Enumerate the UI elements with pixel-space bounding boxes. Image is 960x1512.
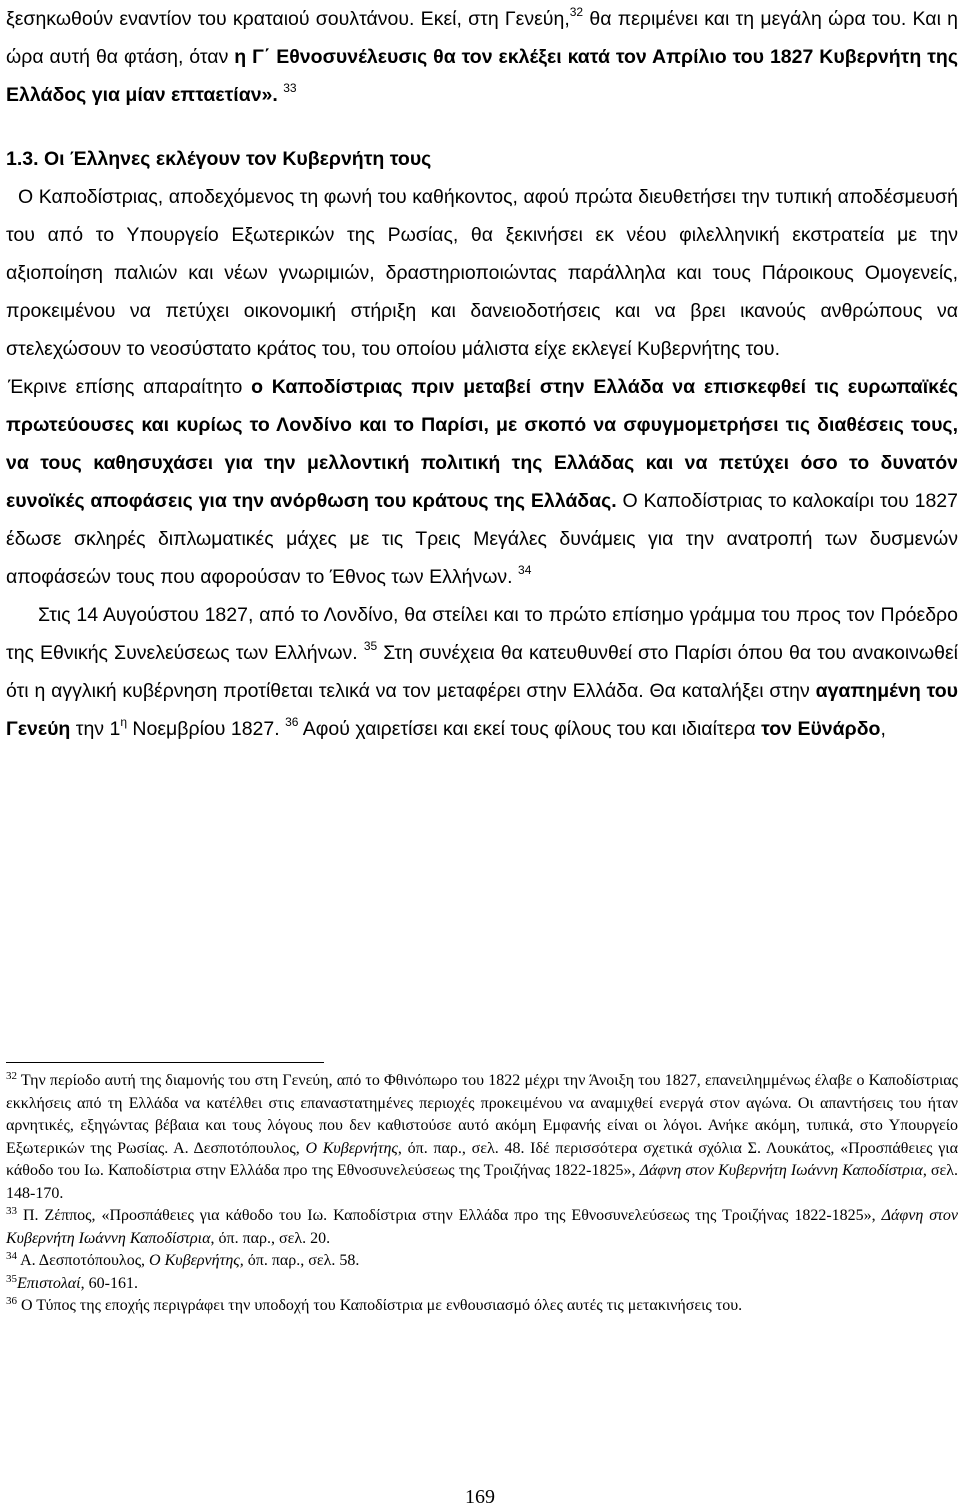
footnote-number: 34 bbox=[6, 1250, 17, 1262]
footnote-35 bbox=[6, 1273, 958, 1296]
paragraph-text: την 1 bbox=[70, 718, 121, 740]
page-number: 169 bbox=[465, 1486, 495, 1508]
footnote-italic: Δάφνη στον Κυβερνήτη Ιωάννη Καποδίστρια bbox=[639, 1162, 923, 1179]
paragraph-text: Έκρινε επίσης απαραίτητο bbox=[8, 376, 252, 398]
footnote-ref-34[interactable]: 34 bbox=[518, 563, 532, 577]
paragraph-bold-text: αγαπημένη του Γενεύη bbox=[6, 680, 958, 740]
footnote-number: 35 bbox=[6, 1272, 17, 1285]
footnote-text: , 60-161. bbox=[80, 1274, 138, 1292]
paragraph-1: Ο Καποδίστριας, αποδεχόμενος τη φωνή του καθήκοντος, αφού πρώτα διευθετήσει την τυπική αποδέσμευσή του από το Υπουργείο Εξωτερικών της Ρωσίας, θα ξεκινήσει εκ νέου φιλελληνική εκστρατεία με την αξιοποίηση παλιών και νέων γνωριμιών, δραστηριοποιώντας παράλληλα και τους Πάροικους Ομογενείς, προκειμένου να πετύχει οικονομική στήριξη και δανειοδοτήσεις και να βρει ικανούς ανθρώπους να στελεχώσουν το νεοσύστατο κράτος του, του οποίου μάλιστα είχε εκλεγεί Κυβερνήτης του. bbox=[6, 186, 958, 360]
paragraph-text: Ο Καποδίστριας το καλοκαίρι του 1827 έδωσε σκληρές διπλωματικές μάχες με τις Τρεις Μεγάλες δυνάμεις για την ανατροπή των δυσμενών αποφάσεών τους που αφορούσαν το Έθνος των Ελλήνων. bbox=[6, 490, 958, 588]
footnote-number: 36 bbox=[6, 1295, 17, 1307]
intro-text: θα περιμένει και τη μεγάλη ώρα του. Και η ώρα αυτή θα φτάση, όταν bbox=[6, 8, 958, 68]
paragraph-bold-text: τον Εϋνάρδο bbox=[761, 718, 881, 740]
footnotes bbox=[6, 1070, 958, 1318]
footnote-ref-32[interactable]: 32 bbox=[569, 5, 584, 19]
footnote-32 bbox=[6, 1070, 958, 1205]
footnote-ref-33[interactable]: 33 bbox=[283, 81, 297, 95]
footnote-separator bbox=[6, 1062, 324, 1063]
main-text bbox=[6, 0, 958, 748]
footnote-number: 33 bbox=[6, 1205, 17, 1217]
paragraph-3 bbox=[6, 596, 958, 748]
footnote-text: , σελ. 148-170. bbox=[6, 1162, 959, 1202]
footnote-italic: Επιστολαί bbox=[17, 1274, 81, 1292]
footnote-number: 32 bbox=[6, 1070, 17, 1082]
footnote-italic: Ο Κυβερνήτης bbox=[305, 1139, 398, 1157]
footnote-text: , όπ. παρ., σελ. 48. Ιδέ περισσότερα σχετικά σχόλια Σ. Λουκάτος, «Προσπάθειες για κάθοδο του Ιω. Καποδίστρια στην Ελλάδα προ της Εθνοσυνελεύσεως της Τροιζήνας 1822-1825», bbox=[6, 1139, 958, 1179]
footnote-36 bbox=[6, 1295, 958, 1318]
footnote-italic: Ο Κυβερνήτης, bbox=[149, 1252, 244, 1269]
footnote-italic: Δάφνη στον Κυβερνήτη Ιωάννη Καποδίστρια bbox=[6, 1207, 958, 1247]
footnote-34 bbox=[6, 1250, 958, 1273]
intro-paragraph bbox=[6, 0, 958, 114]
footnote-text: Π. Ζέππος, «Προσπάθειες για κάθοδο του Ιω. Καποδίστρια στην Ελλάδα προ της Εθνοσυνελεύσεως της Τροιζήνας 1822-1825», bbox=[17, 1207, 882, 1224]
footnote-33 bbox=[6, 1205, 958, 1250]
paragraph-text: Στη συνέχεια θα κατευθυνθεί στο Παρίσι όπου θα του ανακοινωθεί ότι η αγγλική κυβέρνηση προτίθεται τελικά να τον μεταφέρει στην Ελλάδα. Θα καταλήξει στην bbox=[6, 642, 959, 702]
paragraph-bold-text: ο Καποδίστριας πριν μεταβεί στην Ελλάδα να επισκεφθεί τις ευρωπαϊκές πρωτεύουσες και κυρίως το Λονδίνο και το Παρίσι, με σκοπό να σφυγμομετρήσει τις διαθέσεις τους, να τους καθησυχάσει για την μελλοντική πολιτική της Ελλάδας και να πετύχει όσο το δυνατόν ευνοϊκές αποφάσεις για την ανόρθωση του κράτους της Ελλάδας. bbox=[6, 376, 958, 512]
footnote-text: όπ. παρ., σελ. 58. bbox=[243, 1252, 360, 1269]
footnote-text: , όπ. παρ., σελ. 20. bbox=[210, 1229, 331, 1247]
section-heading: 1.3. Οι Έλληνες εκλέγουν τον Κυβερνήτη τους bbox=[6, 148, 432, 170]
page-body bbox=[6, 0, 958, 748]
paragraph-text: Νοεμβρίου 1827. bbox=[127, 718, 280, 740]
paragraph-2 bbox=[6, 368, 958, 596]
paragraph-text: Στις 14 Αυγούστου 1827, από το Λονδίνο, θα στείλει και το πρώτο επίσημο γράμμα του προς τον Πρόεδρο της Εθνικής Συνελεύσεως των Ελλήνων. bbox=[6, 604, 958, 664]
footnote-text: Α. Δεσποτόπουλος, bbox=[17, 1252, 150, 1269]
intro-bold-text: η Γ΄ Εθνοσυνέλευσις θα τον εκλέξει κατά τον Απρίλιο του 1827 Κυβερνήτη της Ελλάδος για μίαν επταετίαν». bbox=[6, 46, 958, 106]
footnote-text: Ο Τύπος της εποχής περιγράφει την υποδοχή του Καποδίστρια με ενθουσιασμό όλες αυτές τις μετακινήσεις του. bbox=[17, 1297, 743, 1314]
paragraph-text: Αφού χαιρετίσει και εκεί τους φίλους του και ιδιαίτερα bbox=[298, 718, 762, 740]
paragraph-text: , bbox=[880, 718, 886, 740]
footnote-ref-35[interactable]: 35 bbox=[363, 639, 378, 653]
intro-text: ξεσηκωθούν εναντίον του κραταιού σουλτάνου. Εκεί, στη Γενεύη, bbox=[6, 8, 570, 30]
ordinal-superscript: η bbox=[120, 715, 128, 729]
footnote-text: Την περίοδο αυτή της διαμονής του στη Γενεύη, από το Φθινόπωρο του 1822 μέχρι την Άνοιξη του 1827, επανειλημμένως έλαβε ο Καποδίστριας εκκλήσεις από τη Ελλάδα να κατέλθει στις επαναστατημένες περιοχές προκειμένου να αναμιχθεί ενεργά στον αγώνα. Οι απαντήσεις του ήταν αρνητικές, εξηγώντας βέβαια και τους λόγους που δεν καθιστούσε αυτό ακόμη Εμφανής είναι οι λόγοι. Ανήκε ακόμη, τυπικά, στο Υπουργείο Εξωτερικών της Ρωσίας. Α. Δεσποτόπουλος, bbox=[6, 1072, 958, 1157]
footnote-ref-36[interactable]: 36 bbox=[285, 715, 299, 729]
